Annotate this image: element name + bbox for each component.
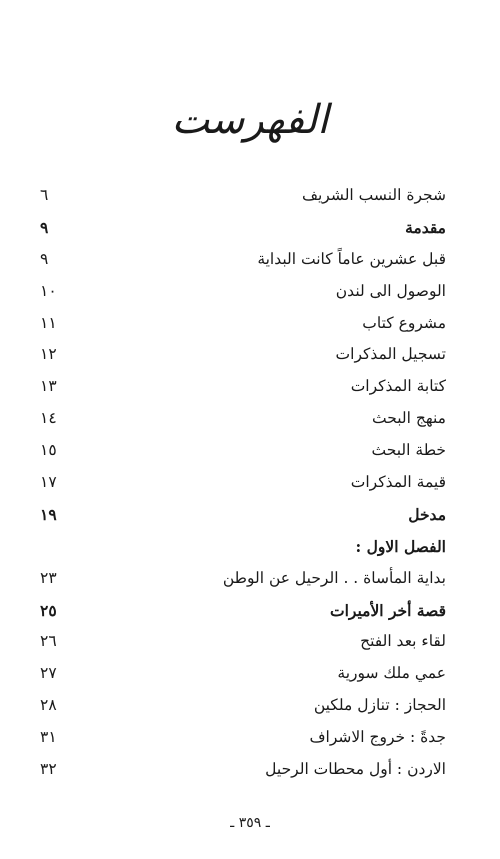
toc-entry-label: جدةً : خروج الاشراف xyxy=(309,728,446,747)
toc-entry-page: ١٧ xyxy=(40,473,57,492)
toc-entry xyxy=(40,276,446,308)
toc-entry xyxy=(40,563,446,595)
toc-entry-page: ١٥ xyxy=(40,441,57,460)
toc-entry-page: ٩ xyxy=(40,217,49,237)
toc-entry-label: مدخل xyxy=(408,504,446,524)
toc-entry xyxy=(40,690,446,722)
toc-entry xyxy=(40,754,446,786)
toc-entry-label: كتابة المذكرات xyxy=(350,377,446,396)
toc-entry xyxy=(40,244,446,276)
toc-entry-page: ١٠ xyxy=(40,281,57,300)
toc-entry xyxy=(40,722,446,754)
toc-entry xyxy=(40,626,446,658)
toc-entry-page: ١١ xyxy=(40,313,57,332)
page-title: الفهرست xyxy=(171,97,329,143)
toc-entry-label: بداية المأساة . . الرحيل عن الوطن xyxy=(222,568,446,587)
toc-entry xyxy=(40,371,446,403)
toc-entry xyxy=(40,403,446,435)
toc-entry-label: عمي ملك سورية xyxy=(337,664,446,683)
toc-entry-label: قبل عشرين عاماً كانت البداية xyxy=(257,249,446,268)
toc-entry-page: ١٢ xyxy=(40,345,57,364)
toc-entry-label: شجرة النسب الشريف xyxy=(301,186,446,204)
toc-entry-page: ١٤ xyxy=(40,409,57,428)
toc-entry-label: الوصول الى لندن xyxy=(335,281,446,300)
toc-chapter-heading xyxy=(40,531,446,563)
toc-entry-page: ٢٥ xyxy=(40,600,57,620)
toc-entry-page: ٩ xyxy=(40,249,49,268)
toc-entry-label: قصة أخر الأميرات xyxy=(330,600,446,620)
toc-entry-label: الفصل الاول : xyxy=(355,536,446,556)
toc-entry-label: لقاء بعد الفتح xyxy=(360,632,446,651)
toc-entry-label: الحجاز : تنازل ملكين xyxy=(313,696,446,715)
toc-entry-label: قيمة المذكرات xyxy=(350,473,446,492)
toc-entry-page: ١٣ xyxy=(40,377,57,396)
toc-entry xyxy=(40,180,446,212)
toc-entry xyxy=(40,658,446,690)
toc-entry-label: خطة البحث xyxy=(371,441,446,460)
toc-entry-page: ٢٨ xyxy=(40,696,57,715)
toc-entry-page: ٣٢ xyxy=(40,760,57,779)
toc-entry xyxy=(40,467,446,499)
table-of-contents xyxy=(40,180,446,786)
toc-entry-label: منهج البحث xyxy=(372,409,446,428)
toc-entry-page: ٢٣ xyxy=(40,568,57,587)
toc-entry-page: ٣١ xyxy=(40,728,57,747)
toc-section-heading xyxy=(40,212,446,244)
page-number: ـ ٣٥٩ ـ xyxy=(230,815,270,831)
toc-entry xyxy=(40,435,446,467)
toc-entry-page: ٢٦ xyxy=(40,632,57,651)
toc-entry-label: تسجيل المذكرات xyxy=(335,345,446,364)
toc-entry-page: ٢٧ xyxy=(40,664,57,683)
toc-entry-page: ١٩ xyxy=(40,504,57,524)
toc-entry xyxy=(40,308,446,340)
toc-section-heading xyxy=(40,499,446,531)
toc-entry-label: مشروع كتاب xyxy=(362,313,446,332)
toc-section-heading xyxy=(40,595,446,627)
toc-entry-page: ٦ xyxy=(40,186,49,204)
toc-entry-label: مقدمة xyxy=(405,217,446,237)
toc-entry xyxy=(40,339,446,371)
toc-entry-label: الاردن : أول محطات الرحيل xyxy=(265,760,446,779)
